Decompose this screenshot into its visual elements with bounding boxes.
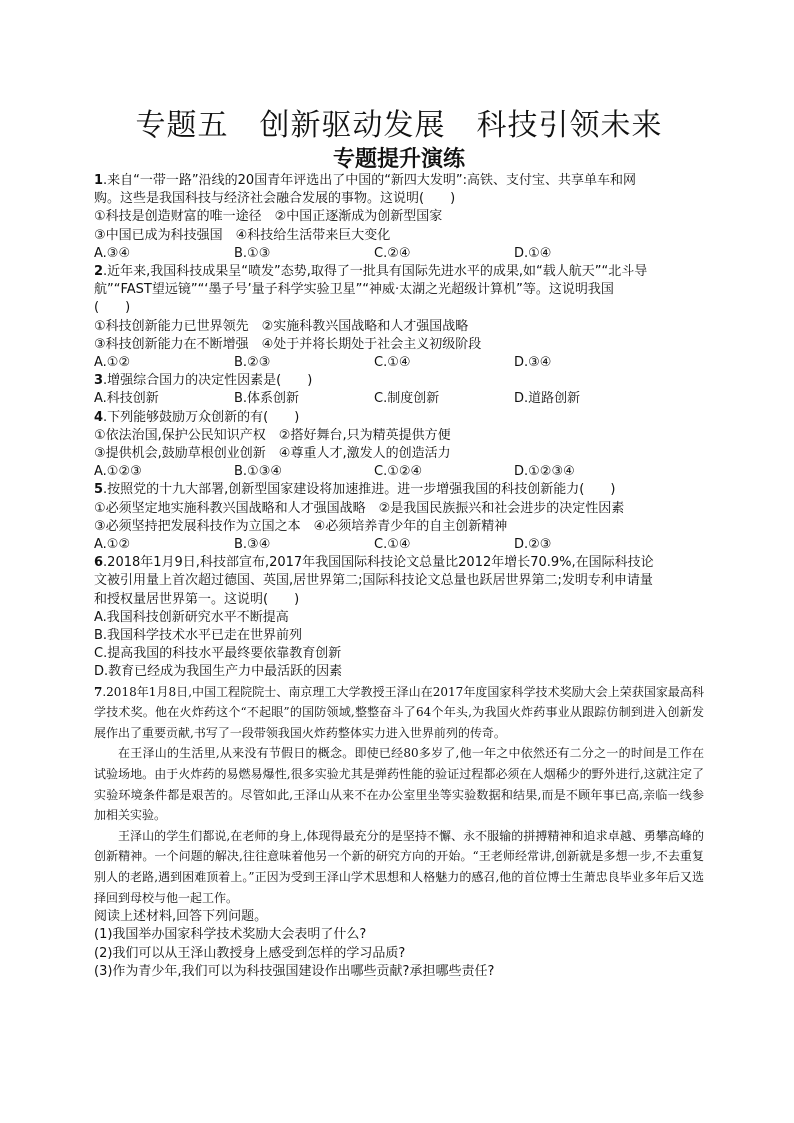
material-paragraph-3: 王泽山的学生们都说,在老师的身上,体现得最充分的是坚持不懈、永不服输的拼搏精神和追求卓越、勇攀高峰的创新精神。一个问题的解决,往往意味着他另一个新的研究方向的开始。“王老师经常讲,创新就是多想一步,不去重复别人的老路,遇到困难顶着上。”正因为受到王泽山学术思想和人格魅力的感召,他的首位博士生萧忠良毕业多年后又选择回到母校与他一起工作。 [94, 828, 704, 905]
statement-line: ①必须坚定地实施科教兴国战略和人才强国战略 ②是我国民族振兴和社会进步的决定性因素 [94, 500, 625, 516]
option-c[interactable]: C.制度创新 [374, 391, 440, 407]
statement-line: ③必须坚持把发展科技作为立国之本 ④必须培养青少年的自主创新精神 [94, 518, 508, 534]
question-stem: 文被引用量上首次超过德国、英国,居世界第二;国际科技论文总量也跃居世界第二;发明专利申请量 [94, 573, 653, 589]
material-paragraph-2: 在王泽山的生活里,从来没有节假日的概念。即使已经80多岁了,他一年之中依然还有二分之一的时间是工作在试验场地。由于火炸药的易燃易爆性,很多实验尤其是弹药性能的验证过程都必须在人烟稀少的野外进行,这就注定了实验环境条件都是艰苦的。尽管如此,王泽山从来不在办公室里坐等实验数据和结果,而是不顾年事已高,亲临一线参加相关实验。 [94, 746, 704, 823]
question-2 [94, 263, 704, 372]
option-a[interactable]: A.我国科技创新研究水平不断提高 [94, 609, 289, 625]
question-number: 1 [94, 173, 104, 188]
option-b[interactable]: B.①③ [234, 245, 271, 261]
question-number: 5 [94, 482, 104, 498]
question-stem: .下列能够鼓励万众创新的有( ) [103, 409, 300, 425]
question-number: 2 [94, 264, 104, 280]
option-a[interactable]: A.①② [94, 355, 131, 371]
question-stem: .增强综合国力的决定性因素是( ) [103, 373, 313, 389]
option-d[interactable]: D.道路创新 [514, 391, 581, 407]
question-stem: 购。这些是我国科技与经济社会融合发展的事物。这说明( ) [94, 191, 456, 207]
question-4 [94, 409, 704, 482]
option-a[interactable]: A.科技创新 [94, 391, 159, 407]
question-stem: ( ) [94, 300, 131, 316]
question-stem: .按照党的十九大部署,创新型国家建设将加速推进。进一步增强我国的科技创新能力( ) [103, 482, 616, 498]
option-b[interactable]: B.体系创新 [234, 391, 300, 407]
option-c[interactable]: C.②④ [374, 245, 411, 261]
question-7 [94, 682, 704, 981]
question-stem: 和授权量居世界第一。这说明( ) [94, 591, 300, 607]
option-c[interactable]: C.提高我国的科技水平最终要依靠教育创新 [94, 646, 342, 662]
option-row [94, 390, 704, 408]
sub-question-3: (3)作为青少年,我们可以为科技强国建设作出哪些贡献?承担哪些责任? [94, 963, 495, 979]
question-1 [94, 172, 704, 263]
statement-line: ①科技是创造财富的唯一途径 ②中国正逐渐成为创新型国家 [94, 209, 443, 225]
question-number: 7 [94, 684, 103, 699]
reading-material [94, 682, 704, 909]
option-row [94, 463, 704, 481]
question-number: 6 [94, 555, 104, 571]
option-d[interactable]: D.①②③④ [514, 464, 575, 480]
option-c[interactable]: C.①④ [374, 537, 411, 553]
option-d[interactable]: D.③④ [514, 355, 552, 371]
option-b[interactable]: B.①③④ [234, 464, 283, 480]
question-3 [94, 372, 704, 408]
option-c[interactable]: C.①④ [374, 355, 411, 371]
question-5 [94, 481, 704, 554]
option-b[interactable]: B.我国科学技术水平已走在世界前列 [94, 628, 303, 644]
option-a[interactable]: A.①② [94, 537, 131, 553]
question-stem: .2018年1月9日,科技部宣布,2017年我国国际科技论文总量比2012年增长70.9%,在国际科技论 [103, 555, 654, 571]
sub-question-2: (2)我们可以从王泽山教授身上感受到怎样的学习品质? [94, 945, 406, 961]
option-c[interactable]: C.①②④ [374, 464, 423, 480]
question-prompt: 阅读上述材料,回答下列问题。 [94, 909, 268, 925]
option-row [94, 354, 704, 372]
question-stem: .近年来,我国科技成果呈“喷发”态势,取得了一批具有国际先进水平的成果,如“载人航天”“北斗导 [103, 264, 648, 280]
material-paragraph-1: .2018年1月8日,中国工程院院士、南京理工大学教授王泽山在2017年度国家科学技术奖励大会上荣获国家最高科学技术奖。他在火炸药这个“不起眼”的国防领域,整整奋斗了64个年头,为我国火炸药事业从跟踪仿制到进入创新发展作出了重要贡献,书写了一段带领我国火炸药整体实力进入世界前列的传奇。 [94, 684, 704, 740]
statement-line: ①依法治国,保护公民知识产权 ②搭好舞台,只为精英提供方便 [94, 427, 451, 443]
option-row [94, 245, 704, 263]
option-row [94, 536, 704, 554]
question-number: 4 [94, 409, 104, 425]
option-b[interactable]: B.③④ [234, 537, 271, 553]
page-subtitle: 专题提升演练 [332, 147, 465, 172]
option-d[interactable]: D.②③ [514, 537, 552, 553]
sub-question-1: (1)我国举办国家科学技术奖励大会表明了什么? [94, 927, 367, 943]
question-stem: .来自“一带一路”沿线的20国青年评选出了中国的“新四大发明”:高铁、支付宝、共享单车和网 [103, 173, 637, 188]
option-d[interactable]: D.①④ [514, 245, 552, 261]
statement-line: ③科技创新能力在不断增强 ④处于并将长期处于社会主义初级阶段 [94, 336, 482, 352]
statement-line: ③中国已成为科技强国 ④科技给生活带来巨大变化 [94, 227, 391, 243]
question-body [94, 172, 704, 981]
option-b[interactable]: B.②③ [234, 355, 271, 371]
question-stem: 航”“FAST望远镜”“‘墨子号’量子科学实验卫星”“神威·太湖之光超级计算机”等。这说明我国 [94, 282, 614, 298]
question-number: 3 [94, 373, 104, 389]
option-a[interactable]: A.③④ [94, 245, 131, 261]
statement-line: ①科技创新能力已世界领先 ②实施科教兴国战略和人才强国战略 [94, 318, 469, 334]
page-title: 专题五 创新驱动发展 科技引领未来 [135, 108, 663, 143]
option-a[interactable]: A.①②③ [94, 464, 142, 480]
statement-line: ③提供机会,鼓励草根创业创新 ④尊重人才,激发人的创造活力 [94, 446, 451, 462]
question-6 [94, 554, 704, 681]
option-d[interactable]: D.教育已经成为我国生产力中最活跃的因素 [94, 664, 343, 680]
